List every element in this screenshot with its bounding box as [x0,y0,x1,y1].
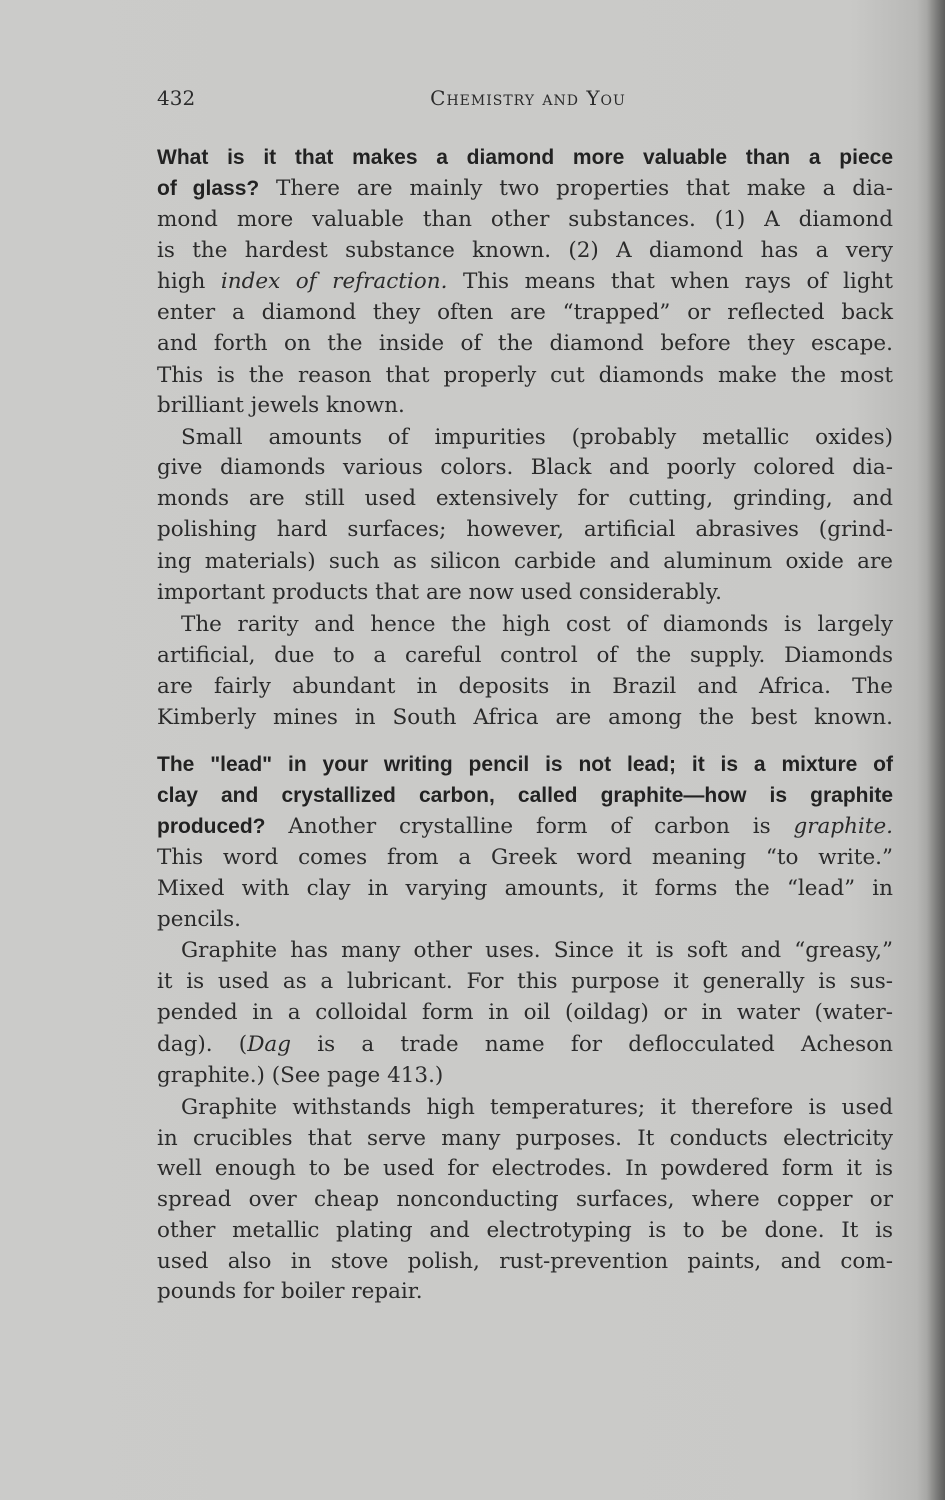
bold-heading-text: clay and crystallized carbon, called graphite—how is graphite [157,784,893,807]
body-text-run: This word comes from a Greek word meaning “to write.” [157,845,893,870]
body-text-run: high [157,269,221,294]
body-text-run: Graphite has many other uses. Since it is soft and “greasy,” [181,938,893,963]
body-text-run: well enough to be used for electrodes. In powdered form it is [157,1156,893,1181]
page-number: 432 [157,86,196,110]
body-text-run: The rarity and hence the high cost of diamonds is largely [181,612,893,637]
text-line [157,391,893,421]
text-line [157,578,893,608]
text-line [181,610,893,640]
text-line [157,1154,893,1184]
text-line [157,484,893,514]
text-line [157,843,893,873]
text-line [157,298,893,328]
body-text-run: pounds for boiler repair. [157,1279,423,1304]
body-text-run: is the hardest substance known. (2) A diamond has a very [157,238,893,263]
body-text-run: This means that when rays of light [447,269,893,294]
text-line [157,905,893,935]
text-line [157,515,893,545]
body-text-run: spread over cheap nonconducting surfaces, where copper or [157,1187,893,1212]
text-line [181,1093,893,1123]
body-text-run: other metallic plating and electrotyping is to be done. It is [157,1218,893,1243]
bold-heading-text: The "lead" in your writing pencil is not lead; it is a mixture of [157,753,893,776]
running-header [157,86,893,116]
text-line [157,998,893,1028]
body-text-run: Small amounts of impurities (probably metallic oxides) [181,425,893,450]
text-line [157,1216,893,1246]
text-line [157,1124,893,1154]
bold-heading-text: of glass? [157,177,260,200]
body-text-run: brilliant jewels known. [157,393,405,418]
text-line [157,874,893,904]
body-text-run: Mixed with clay in varying amounts, it forms the “lead” in [157,876,893,901]
body-text-run: in crucibles that serve many purposes. It conducts electricity [157,1126,893,1151]
body-text-run: it is used as a lubricant. For this purpose it generally is sus- [157,969,893,994]
body-text-run: pencils. [157,907,241,932]
body-text-run: ing materials) such as silicon carbide and aluminum oxide are [157,549,893,574]
body-text-run: There are mainly two properties that make a dia- [259,176,893,201]
text-line [157,967,893,997]
text-line [157,267,893,297]
body-text-run: polishing hard surfaces; however, artificial abrasives (grind- [157,517,893,542]
body-text-run: enter a diamond they often are “trapped” or reflected back [157,300,893,325]
text-line [181,423,893,453]
text-line [157,812,893,842]
running-title: Chemistry and You [430,86,626,110]
text-line [157,750,893,780]
text-line [157,1030,893,1060]
text-line [157,641,893,671]
text-line [157,361,893,391]
body-text-run: artificial, due to a careful control of the supply. Diamonds [157,643,893,668]
text-line [157,547,893,577]
italic-term: Dag [247,1032,292,1057]
body-text-run: Kimberly mines in South Africa are among the best known. [157,705,893,730]
text-line [181,936,893,966]
body-text-run: monds are still used extensively for cutting, grinding, and [157,486,893,511]
italic-term: graphite. [793,814,893,839]
text-line [157,781,893,811]
text-line [157,205,893,235]
text-line [157,329,893,359]
bold-heading-text: What is it that makes a diamond more valuable than a piece [157,146,893,169]
text-line [157,703,893,733]
text-line [157,672,893,702]
bold-heading-text: produced? [157,815,266,838]
italic-term: index of refraction. [220,269,448,294]
body-text-run: This is the reason that properly cut diamonds make the most [157,363,893,388]
body-text-run: Graphite withstands high temperatures; it therefore is used [181,1095,893,1120]
body-text-run: important products that are now used considerably. [157,580,722,605]
text-line [157,1277,893,1307]
body-text-run: Another crystalline form of carbon is [265,814,794,839]
text-line [157,453,893,483]
text-line [157,1061,893,1091]
text-line [157,143,893,173]
body-text-run: graphite.) (See page 413.) [157,1063,444,1088]
body-text-run: mond more valuable than other substances. (1) A diamond [157,207,893,232]
body-text-run: and forth on the inside of the diamond before they escape. [157,331,893,356]
body-text-run: dag). ( [157,1032,248,1057]
text-line [157,174,893,204]
body-text-run: used also in stove polish, rust-prevention paints, and com- [157,1249,893,1274]
body-text-run: are fairly abundant in deposits in Brazil and Africa. The [157,674,893,699]
body-text-run: pended in a colloidal form in oil (oildag) or in water (water- [157,1000,893,1025]
body-text-run: is a trade name for deflocculated Acheson [291,1032,893,1057]
page-shadow-edge [927,0,945,1500]
text-line [157,236,893,266]
text-line [157,1185,893,1215]
body-text-run: give diamonds various colors. Black and poorly colored dia- [157,455,893,480]
text-line [157,1247,893,1277]
